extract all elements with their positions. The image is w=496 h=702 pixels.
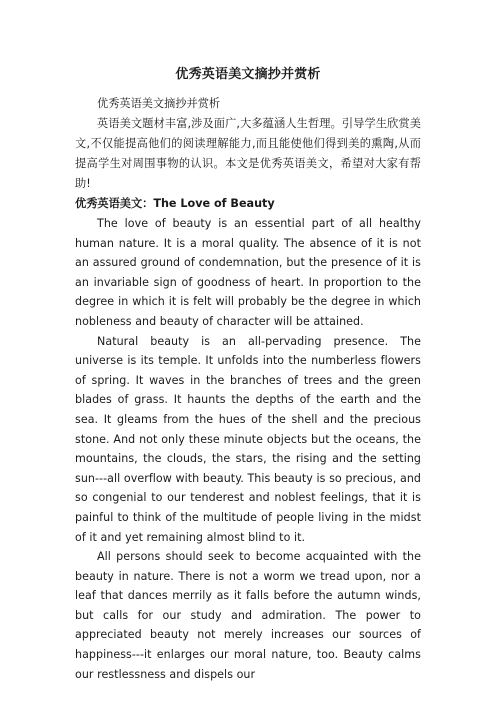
intro-paragraph: 英语美文题材丰富,涉及面广,大多蕴涵人生哲理。引导学生欣赏美文,不仅能提高他们的阅读理解能力,而且能使他们得到美的熏陶,从而提高学生对周围事物的认识。本文是优秀英语美文，希望对大家有帮助! (75, 117, 421, 190)
body-paragraph: All persons should seek to become acquainted with the beauty in nature. There is not a worm we tread upon, nor a leaf that dances merrily as it falls before the autumn winds, but calls for our study and admiration. The power to appreciated beauty not merely increases our sources of happiness---it enlarges our moral nature, too. Beauty calms our restlessness and dispels our (75, 550, 421, 681)
document-body (75, 94, 421, 684)
subtitle: 优秀英语美文摘抄并赏析 (97, 97, 221, 110)
section-heading: 优秀英语美文：The Love of Beauty (75, 197, 275, 210)
body-paragraph: The love of beauty is an essential part of all healthy human nature. It is a moral quality. The absence of it is not an assured ground of condemnation, but the presence of it is an invariable sign of goodness of heart. In proportion to the degree in which it is felt will probably be the degree in which nobleness and beauty of character will be attained. (75, 217, 421, 328)
body-paragraph: Natural beauty is an all-pervading presence. The universe is its temple. It unfolds into the numberless flowers of spring. It waves in the branches of trees and the green blades of grass. It haunts the depths of the earth and the sea. It gleams from the hues of the shell and the precious stone. And not only these minute objects but the oceans, the mountains, the clouds, the stars, the rising and the setting sun---all overflow with beauty. This beauty is so precious, and so congenial to our tenderest and noblest feelings, that it is painful to think of the multitude of people living in the midst of it and yet remaining almost blind to it. (75, 334, 421, 544)
page-title: 优秀英语美文摘抄并赏析 (175, 67, 321, 82)
